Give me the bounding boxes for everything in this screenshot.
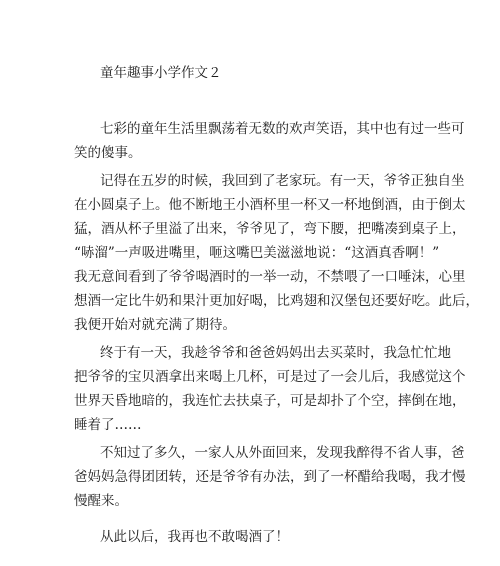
text-line: “哧溜”一声吸进嘴里，咂这嘴巴美滋滋地说：“这酒真香啊！”	[74, 245, 440, 261]
text-line: 猛，酒从杯子里溢了出来，爷爷见了，弯下腰，把嘴凑到桌子上，	[74, 221, 466, 237]
text-line: 在小圆桌子上。他不断地王小酒杯里一杯又一杯地倒酒，由于倒太	[74, 197, 466, 213]
text-line: 终于有一天，我趁爷爷和爸爸妈妈出去买菜时，我急忙忙地	[100, 345, 451, 361]
text-line: 把爷爷的宝贝酒拿出来喝上几杯，可是过了一会儿后，我感觉这个	[74, 369, 466, 385]
text-line: 不知过了多久，一家人从外面回来，发现我醉得不省人事，爸	[100, 445, 465, 461]
document-title: 童年趣事小学作文２	[100, 65, 222, 81]
text-line: 世界天昏地暗的，我连忙去扶桌子，可是却扑了个空，摔倒在地，	[74, 393, 466, 409]
text-line: 想酒一定比牛奶和果汁更加好喝，比鸡翅和汉堡包还要好吃。此后，	[74, 293, 479, 309]
text-line: 七彩的童年生活里飘荡着无数的欢声笑语，其中也有过一些可	[100, 121, 465, 137]
text-line: 从此以后，我再也不敢喝酒了！	[100, 529, 289, 545]
text-line: 我无意间看到了爷爷喝酒时的一举一动，不禁喂了一口唾沫，心里	[74, 269, 466, 285]
text-line: 睡着了……	[74, 417, 142, 433]
text-line: 我便开始对就充满了期待。	[74, 317, 236, 333]
text-line: 笑的傻事。	[74, 145, 142, 161]
text-line: 记得在五岁的时候，我回到了老家玩。有一天，爷爷正独自坐	[100, 173, 465, 189]
text-line: 慢醒来。	[74, 493, 128, 509]
text-line: 爸妈妈急得团团转，还是爷爷有办法，到了一杯醋给我喝，我才慢	[74, 469, 466, 485]
